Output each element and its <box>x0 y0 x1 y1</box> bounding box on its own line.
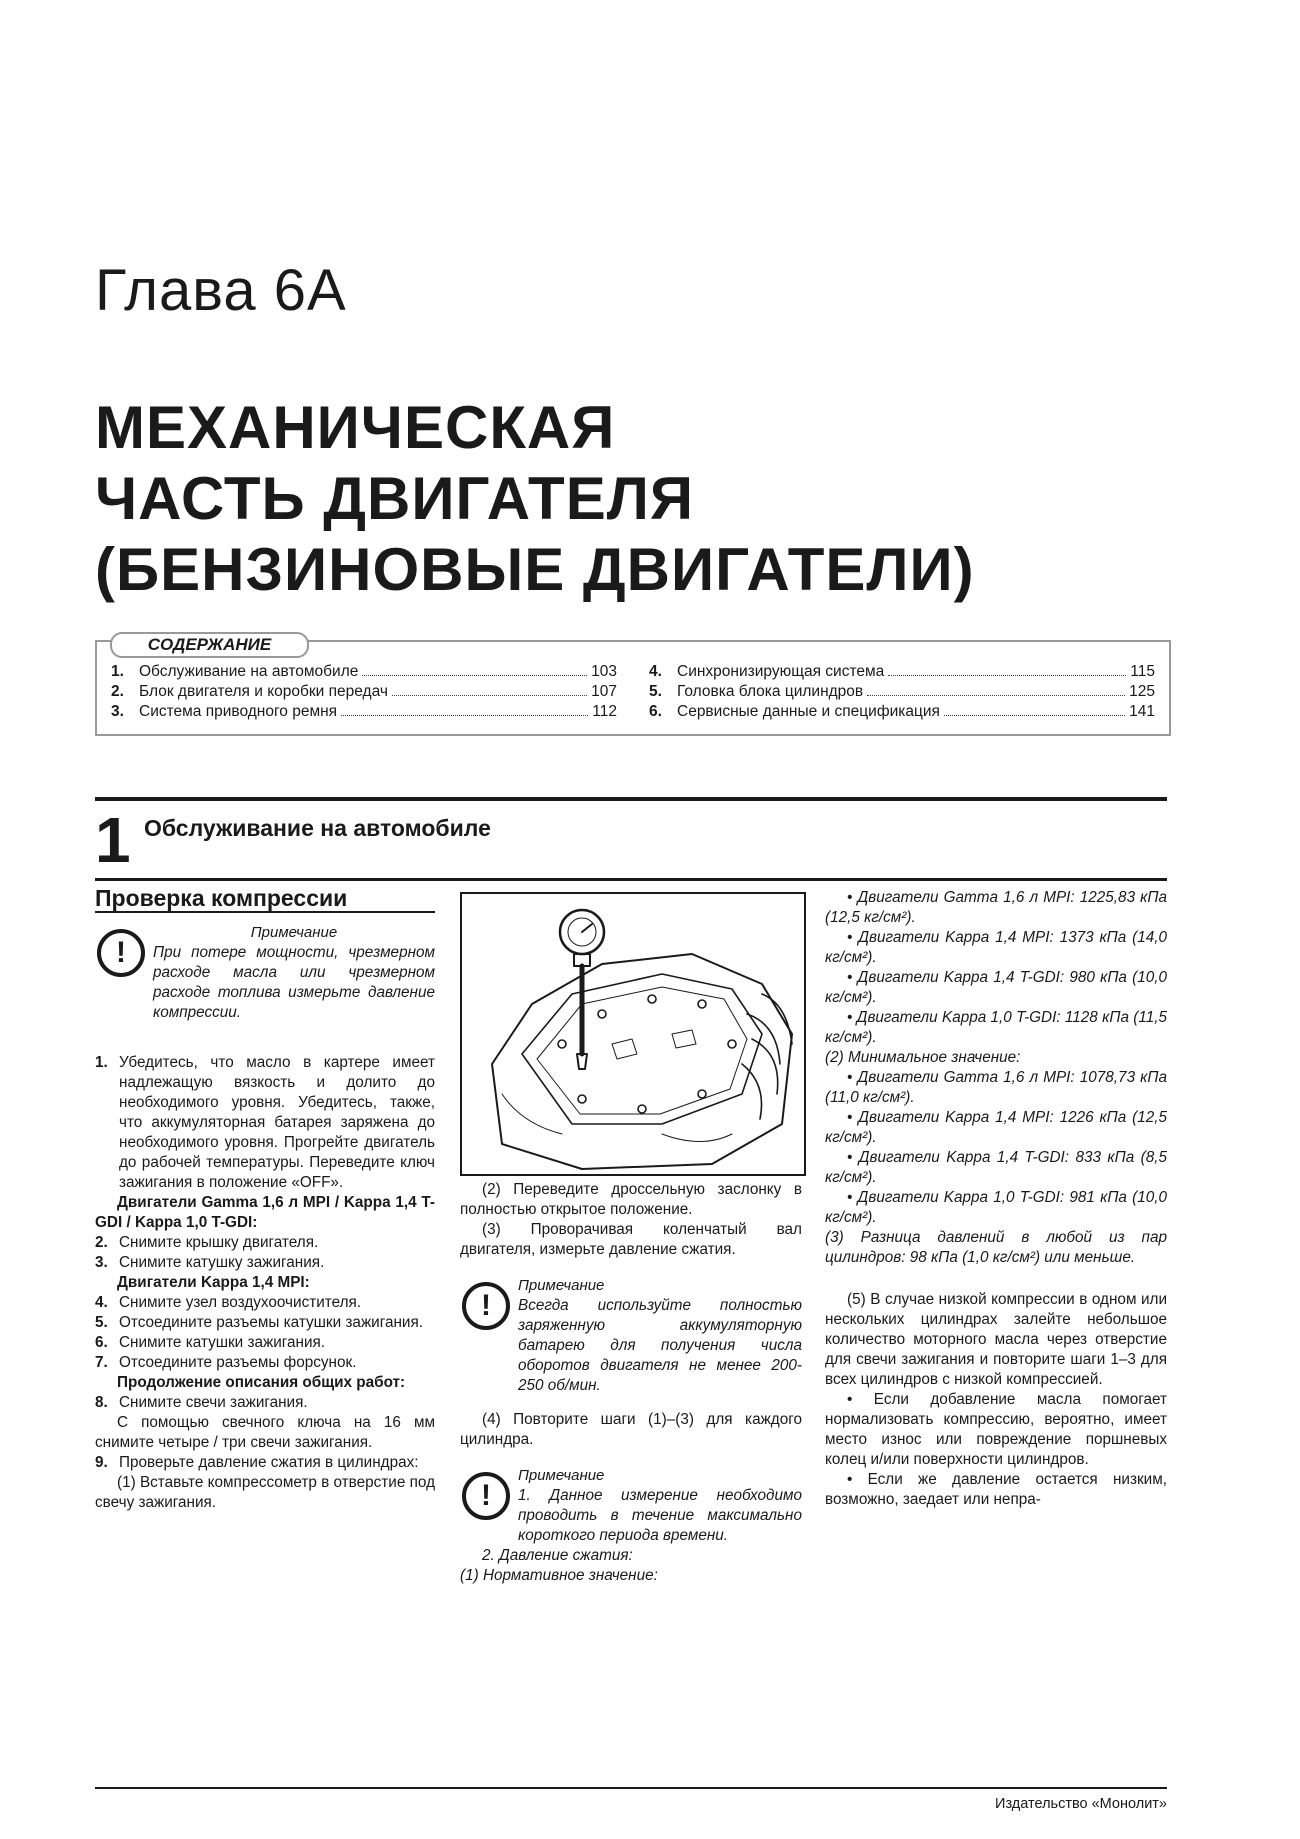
continuation-heading: Продолжение описания общих работ: <box>117 1374 406 1391</box>
note-block <box>460 1276 802 1396</box>
note-text: При потере мощности, чрезмерном расходе масла или чрезмерном расходе топлива измерьте давление компрессии. <box>153 944 435 1021</box>
note-label: Примечание <box>518 1277 605 1294</box>
spec-line: • Двигатели Kappa 1,4 T-GDI: 980 кПа (10,0 кг/см²). <box>825 969 1167 1006</box>
spec-line: • Двигатели Gamma 1,6 л MPI: 1078,73 кПа (11,0 кг/см²). <box>825 1069 1167 1106</box>
paragraph: • Если же давление остается низким, возможно, заедает или непра- <box>825 1471 1167 1508</box>
title-line: (БЕНЗИНОВЫЕ ДВИГАТЕЛИ) <box>95 536 975 603</box>
step <box>95 1453 435 1473</box>
step <box>95 1333 435 1353</box>
paragraph: (2) Переведите дроссельную заслонку в полностью открытое положение. <box>460 1181 802 1218</box>
engine-group-heading: Двигатели Kappa 1,4 MPI: <box>117 1274 310 1291</box>
toc-item[interactable] <box>649 682 1155 702</box>
toc-label: СОДЕРЖАНИЕ <box>110 632 309 658</box>
footer-rule <box>95 1787 1167 1789</box>
step-text: Снимите узел воздухоочистителя. <box>119 1294 362 1311</box>
step <box>95 1233 435 1253</box>
toc-leader <box>944 715 1125 716</box>
section-number: 1 <box>95 804 131 876</box>
spec-line: • Двигатели Kappa 1,0 T-GDI: 1128 кПа (11,5 кг/см²). <box>825 1009 1167 1046</box>
toc-num: 1. <box>111 663 124 680</box>
paragraph: • Если добавление масла помогает нормализовать компрессию, вероятно, имеет место износ или повреждение поршневых колец и/или поверхности цилиндров. <box>825 1391 1167 1468</box>
toc-leader <box>392 695 587 696</box>
step-text: Снимите свечи зажигания. <box>119 1394 308 1411</box>
spec-line: • Двигатели Kappa 1,4 MPI: 1373 кПа (14,0 кг/см²). <box>825 929 1167 966</box>
toc-item[interactable] <box>111 682 617 702</box>
toc-page: 112 <box>592 703 617 720</box>
note-subitem: 2. Давление сжатия: <box>482 1547 633 1564</box>
step-number: 9. <box>95 1454 108 1471</box>
toc-leader <box>341 715 588 716</box>
toc-column-right <box>649 662 1155 722</box>
step-text: Убедитесь, что масло в картере имеет надлежащую вязкость и долито до необходимого уровня. Убедитесь, также, что аккумуляторная батарея заряжена до необходимого уровня. Прогрейте двигатель до рабочей температуры. Переведите ключ зажигания в положение «OFF». <box>119 1054 435 1191</box>
step <box>95 1253 435 1273</box>
toc-num: 3. <box>111 703 124 720</box>
note-text: 1. Данное измерение необходимо проводить в течение максимально короткого периода времени. <box>518 1487 802 1544</box>
engine-illustration <box>462 894 804 1174</box>
toc-title: Синхронизирующая система <box>677 663 885 680</box>
step-number: 5. <box>95 1314 108 1331</box>
subsection-heading: Проверка компрессии <box>95 888 435 913</box>
note-block <box>460 1466 802 1546</box>
step-text: Снимите крышку двигателя. <box>119 1234 319 1251</box>
paragraph: (4) Повторите шаги (1)–(3) для каждого цилиндра. <box>460 1411 802 1448</box>
text-column-3 <box>825 888 1167 1510</box>
spec-line: • Двигатели Gamma 1,6 л MPI: 1225,83 кПа (12,5 кг/см²). <box>825 889 1167 926</box>
step-number: 8. <box>95 1394 108 1411</box>
toc-page: 141 <box>1129 703 1155 720</box>
toc-leader <box>888 675 1126 676</box>
toc-page: 125 <box>1129 683 1155 700</box>
step-text: Отсоедините разъемы форсунок. <box>119 1354 357 1371</box>
exclamation-icon: ! <box>462 1472 510 1520</box>
step-text: Проверьте давление сжатия в цилиндрах: <box>119 1454 419 1471</box>
step <box>95 1353 435 1373</box>
note-block <box>95 923 435 1023</box>
toc-item[interactable] <box>111 662 617 682</box>
toc-num: 4. <box>649 663 662 680</box>
exclamation-icon: ! <box>97 929 145 977</box>
section-rule-lower <box>95 878 1167 881</box>
step-number: 3. <box>95 1254 108 1271</box>
step-number: 7. <box>95 1354 108 1371</box>
exclamation-icon: ! <box>462 1282 510 1330</box>
step-number: 2. <box>95 1234 108 1251</box>
title-line: ЧАСТЬ ДВИГАТЕЛЯ <box>95 465 694 532</box>
note-label: Примечание <box>250 924 338 941</box>
spec-line: • Двигатели Kappa 1,4 MPI: 1226 кПа (12,5 кг/см²). <box>825 1109 1167 1146</box>
chapter-label: Глава 6А <box>95 258 347 323</box>
toc-leader <box>867 695 1125 696</box>
toc-item[interactable] <box>649 702 1155 722</box>
paragraph: С помощью свечного ключа на 16 мм снимите четыре / три свечи зажигания. <box>95 1414 435 1451</box>
spec-line: • Двигатели Kappa 1,4 T-GDI: 833 кПа (8,5 кг/см²). <box>825 1149 1167 1186</box>
spec-heading: (2) Минимальное значение: <box>825 1049 1021 1066</box>
toc-column-left <box>111 662 617 722</box>
toc-leader <box>362 675 587 676</box>
step <box>95 1293 435 1313</box>
step-text: Снимите катушку зажигания. <box>119 1254 325 1271</box>
note-subitem: (1) Нормативное значение: <box>460 1567 658 1584</box>
engine-compression-figure <box>460 892 806 1176</box>
paragraph: (1) Вставьте компрессометр в отверстие под свечу зажигания. <box>95 1474 435 1511</box>
note-label: Примечание <box>518 1467 605 1484</box>
toc-num: 5. <box>649 683 662 700</box>
step-number: 6. <box>95 1334 108 1351</box>
toc-item[interactable] <box>649 662 1155 682</box>
step-text: Снимите катушки зажигания. <box>119 1334 326 1351</box>
publisher-footer: Издательство «Монолит» <box>995 1796 1167 1812</box>
toc-title: Система приводного ремня <box>139 703 338 720</box>
spec-line: • Двигатели Kappa 1,0 T-GDI: 981 кПа (10,0 кг/см²). <box>825 1189 1167 1226</box>
step-number: 1. <box>95 1054 108 1071</box>
paragraph: (3) Проворачивая коленчатый вал двигателя, измерьте давление сжатия. <box>460 1221 802 1258</box>
spec-line: (3) Разница давлений в любой из пар цилиндров: 98 кПа (1,0 кг/см²) или меньше. <box>825 1229 1167 1266</box>
step-text: Отсоедините разъемы катушки зажигания. <box>119 1314 423 1331</box>
step <box>95 1053 435 1193</box>
step-number: 4. <box>95 1294 108 1311</box>
toc-title: Головка блока цилиндров <box>677 683 864 700</box>
text-column-2 <box>460 1180 802 1586</box>
toc-item[interactable] <box>111 702 617 722</box>
toc-num: 2. <box>111 683 124 700</box>
toc-page: 107 <box>591 683 617 700</box>
toc-title: Сервисные данные и спецификация <box>677 703 940 720</box>
section-title: Обслуживание на автомобиле <box>144 815 491 841</box>
toc-title: Блок двигателя и коробки передач <box>139 683 388 700</box>
toc-num: 6. <box>649 703 662 720</box>
note-text: Всегда используйте полностью заряженную аккумуляторную батарею для получения числа оборотов двигателя не менее 200-250 об/мин. <box>518 1297 802 1394</box>
title-line: МЕХАНИЧЕСКАЯ <box>95 394 616 461</box>
toc-page: 115 <box>1130 663 1155 680</box>
toc-title: Обслуживание на автомобиле <box>139 663 359 680</box>
engine-group-heading: Двигатели Gamma 1,6 л MPI / Kappa 1,4 T-GDI / Kappa 1,0 T-GDI: <box>95 1194 435 1231</box>
step <box>95 1393 435 1413</box>
step <box>95 1313 435 1333</box>
page-title <box>95 392 975 605</box>
paragraph: (5) В случае низкой компрессии в одном или нескольких цилиндрах залейте небольшое количество моторного масла через отверстие для свечи зажигания и повторите шаги 1–3 для всех цилиндров с низкой компрессией. <box>825 1291 1167 1388</box>
toc-page: 103 <box>591 663 617 680</box>
section-rule <box>95 797 1167 801</box>
text-column-1 <box>95 885 435 1513</box>
